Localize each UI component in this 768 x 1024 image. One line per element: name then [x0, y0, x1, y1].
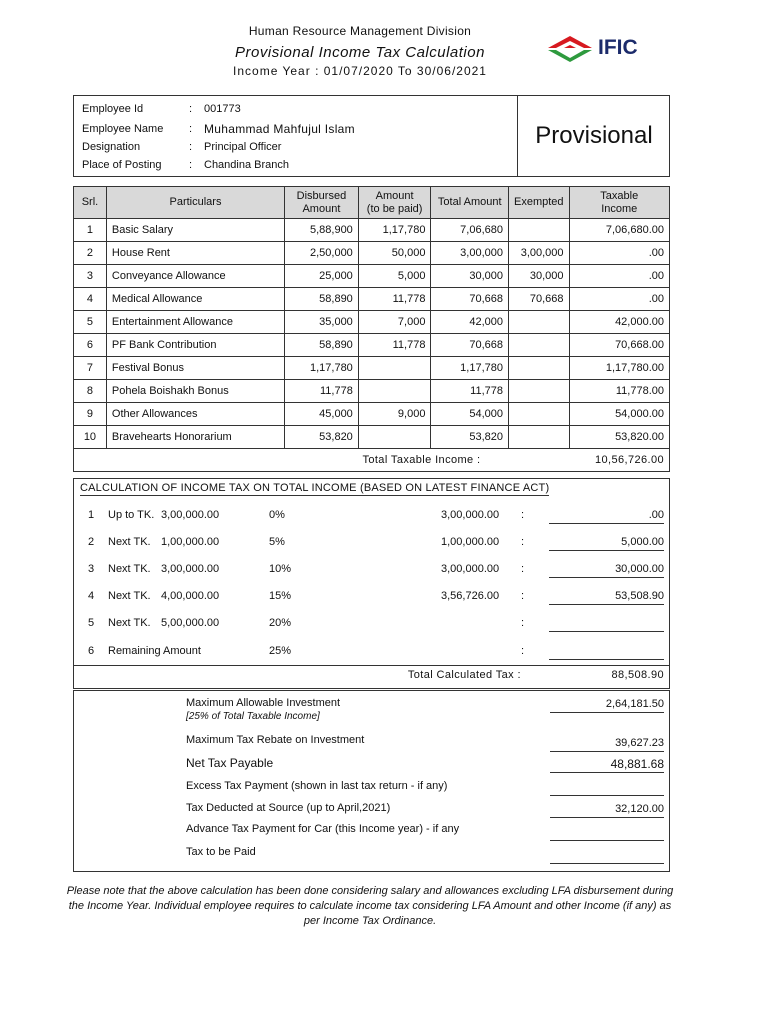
cell-srl: 8 [74, 380, 107, 403]
cell-tobepaid: 9,000 [358, 403, 431, 426]
cell-exempted: 30,000 [509, 265, 570, 288]
slab-rate: 5% [269, 536, 285, 548]
employee-id-value: 001773 [204, 103, 241, 115]
slab-taxable: 3,00,000.00 [441, 509, 500, 521]
tax-rebate-value: 39,627.23 [550, 735, 664, 752]
cell-total: 11,778 [431, 380, 509, 403]
col-exempted: Exempted [509, 187, 570, 219]
posting-row [82, 156, 512, 174]
cell-taxable: .00 [569, 242, 669, 265]
total-taxable-label: Total Taxable Income : [74, 449, 509, 472]
cell-total: 54,000 [431, 403, 509, 426]
slab-n: 5 [88, 617, 95, 629]
cell-disbursed: 11,778 [285, 380, 359, 403]
slab-colon: : [521, 563, 525, 575]
cell-taxable: .00 [569, 265, 669, 288]
cell-taxable: .00 [569, 288, 669, 311]
separator: : [189, 141, 193, 153]
excess-tax-value [550, 779, 664, 796]
separator: : [189, 123, 193, 135]
cell-srl: 2 [74, 242, 107, 265]
tax-slab-row [74, 615, 669, 631]
ific-logo-mark-icon [548, 36, 592, 62]
cell-total: 70,668 [431, 288, 509, 311]
slab-tax: 30,000.00 [549, 561, 664, 578]
slab-limit: 3,00,000.00 [161, 509, 220, 521]
net-tax-label: Net Tax Payable [186, 756, 274, 770]
max-investment-value: 2,64,181.50 [550, 696, 664, 713]
cell-tobepaid [358, 357, 431, 380]
col-srl: Srl. [74, 187, 107, 219]
col-particulars: Particulars [106, 187, 284, 219]
cell-disbursed: 2,50,000 [285, 242, 359, 265]
cell-disbursed: 5,88,900 [285, 219, 359, 242]
slab-label: Up to TK. [108, 509, 155, 521]
cell-srl: 5 [74, 311, 107, 334]
cell-particular: Other Allowances [106, 403, 284, 426]
table-row [74, 426, 670, 449]
tax-slab-row [74, 643, 669, 659]
slab-n: 1 [88, 509, 95, 521]
status-provisional: Provisional [535, 122, 653, 149]
cell-disbursed: 53,820 [285, 426, 359, 449]
cell-particular: Basic Salary [106, 219, 284, 242]
cell-particular: Conveyance Allowance [106, 265, 284, 288]
slab-label: Next TK. [108, 590, 151, 602]
cell-disbursed: 45,000 [285, 403, 359, 426]
slab-limit: 1,00,000.00 [161, 536, 220, 548]
cell-exempted [509, 403, 570, 426]
separator: : [189, 159, 193, 171]
cell-total: 53,820 [431, 426, 509, 449]
slab-n: 2 [88, 536, 95, 548]
cell-exempted [509, 426, 570, 449]
tds-label: Tax Deducted at Source (up to April,2021) [186, 802, 391, 814]
cell-tobepaid [358, 380, 431, 403]
slab-tax: 53,508.90 [549, 588, 664, 605]
cell-exempted [509, 380, 570, 403]
slab-label: Next TK. [108, 536, 151, 548]
slab-n: 3 [88, 563, 95, 575]
slab-label: Next TK. [108, 617, 151, 629]
cell-particular: PF Bank Contribution [106, 334, 284, 357]
table-row [74, 334, 670, 357]
slab-colon: : [521, 645, 525, 657]
slab-colon: : [521, 590, 525, 602]
cell-exempted [509, 357, 570, 380]
slab-tax [549, 643, 664, 660]
cell-disbursed: 25,000 [285, 265, 359, 288]
cell-tobepaid: 7,000 [358, 311, 431, 334]
calculation-title: CALCULATION OF INCOME TAX ON TOTAL INCOME (BASED ON LATEST FINANCE ACT) [80, 482, 550, 494]
table-row [74, 403, 670, 426]
total-tax-label: Total Calculated Tax : [407, 669, 521, 681]
cell-disbursed: 1,17,780 [285, 357, 359, 380]
slab-colon: : [521, 617, 525, 629]
cell-total: 7,06,680 [431, 219, 509, 242]
cell-exempted [509, 219, 570, 242]
cell-srl: 9 [74, 403, 107, 426]
division-name: Human Resource Management Division [248, 24, 472, 38]
col-to-be-paid: Amount (to be paid) [358, 187, 431, 219]
employee-id-label: Employee Id [82, 103, 144, 115]
tax-calculation-box [73, 478, 670, 689]
table-row [74, 357, 670, 380]
slab-taxable: 3,00,000.00 [441, 563, 500, 575]
cell-particular: House Rent [106, 242, 284, 265]
cell-particular: Pohela Boishakh Bonus [106, 380, 284, 403]
posting-label: Place of Posting [82, 159, 162, 171]
slab-colon: : [521, 536, 525, 548]
ific-logo [544, 26, 664, 66]
cell-taxable: 7,06,680.00 [569, 219, 669, 242]
slab-tax [549, 615, 664, 632]
slab-colon: : [521, 509, 525, 521]
cell-tobepaid: 1,17,780 [358, 219, 431, 242]
slab-n: 4 [88, 590, 95, 602]
table-row [74, 311, 670, 334]
income-table [73, 186, 670, 472]
slab-tax: 5,000.00 [549, 534, 664, 551]
col-taxable: Taxable Income [569, 187, 669, 219]
slab-rate: 10% [269, 563, 292, 575]
cell-srl: 4 [74, 288, 107, 311]
slab-rate: 0% [269, 509, 285, 521]
tax-slab-row [74, 588, 669, 604]
cell-total: 3,00,000 [431, 242, 509, 265]
slab-rate: 25% [269, 645, 292, 657]
cell-particular: Festival Bonus [106, 357, 284, 380]
total-taxable-value: 10,56,726.00 [509, 449, 670, 472]
cell-particular: Bravehearts Honorarium [106, 426, 284, 449]
slab-label: Next TK. [108, 563, 151, 575]
tax-to-be-paid-label: Tax to be Paid [186, 846, 256, 858]
separator: : [189, 103, 193, 115]
col-disbursed: Disbursed Amount [285, 187, 359, 219]
cell-srl: 6 [74, 334, 107, 357]
cell-tobepaid: 5,000 [358, 265, 431, 288]
cell-total: 1,17,780 [431, 357, 509, 380]
cell-taxable: 70,668.00 [569, 334, 669, 357]
slab-tax: .00 [549, 507, 664, 524]
cell-exempted: 70,668 [509, 288, 570, 311]
col-total-amount: Total Amount [431, 187, 509, 219]
max-investment-label: Maximum Allowable Investment [186, 697, 341, 709]
employee-info-box [73, 95, 670, 177]
cell-exempted: 3,00,000 [509, 242, 570, 265]
slab-taxable: 1,00,000.00 [441, 536, 500, 548]
cell-srl: 3 [74, 265, 107, 288]
advance-tax-value [550, 824, 664, 841]
advance-tax-label: Advance Tax Payment for Car (this Income year) - if any [186, 823, 460, 835]
cell-tobepaid [358, 426, 431, 449]
cell-particular: Medical Allowance [106, 288, 284, 311]
table-header-row [74, 187, 670, 219]
cell-total: 42,000 [431, 311, 509, 334]
income-year: Income Year : 01/07/2020 To 30/06/2021 [233, 64, 487, 78]
designation-label: Designation [82, 141, 141, 153]
slab-n: 6 [88, 645, 95, 657]
cell-disbursed: 58,890 [285, 288, 359, 311]
divider [74, 665, 669, 666]
cell-exempted [509, 334, 570, 357]
employee-name-value: Muhammad Mahfujul Islam [204, 122, 355, 136]
tax-slab-row [74, 507, 669, 523]
cell-disbursed: 35,000 [285, 311, 359, 334]
cell-disbursed: 58,890 [285, 334, 359, 357]
cell-particular: Entertainment Allowance [106, 311, 284, 334]
cell-taxable: 11,778.00 [569, 380, 669, 403]
tax-to-be-paid-value [550, 847, 664, 864]
excess-tax-label: Excess Tax Payment (shown in last tax return - if any) [186, 780, 448, 792]
cell-srl: 1 [74, 219, 107, 242]
total-taxable-row [74, 449, 670, 472]
tax-rebate-label: Maximum Tax Rebate on Investment [186, 734, 365, 746]
cell-taxable: 54,000.00 [569, 403, 669, 426]
slab-rate: 15% [269, 590, 292, 602]
cell-exempted [509, 311, 570, 334]
slab-label: Remaining Amount [108, 645, 201, 657]
cell-total: 30,000 [431, 265, 509, 288]
cell-tobepaid: 50,000 [358, 242, 431, 265]
cell-srl: 7 [74, 357, 107, 380]
document-title: Provisional Income Tax Calculation [235, 44, 485, 61]
cell-tobepaid: 11,778 [358, 288, 431, 311]
logo-text: IFIC [598, 36, 638, 59]
table-row [74, 219, 670, 242]
employee-name-row [82, 120, 512, 138]
slab-rate: 20% [269, 617, 292, 629]
cell-taxable: 1,17,780.00 [569, 357, 669, 380]
designation-row [82, 138, 512, 156]
tds-value: 32,120.00 [550, 801, 664, 818]
table-row [74, 265, 670, 288]
cell-taxable: 42,000.00 [569, 311, 669, 334]
posting-value: Chandina Branch [204, 159, 290, 171]
slab-limit: 4,00,000.00 [161, 590, 220, 602]
table-row [74, 380, 670, 403]
max-investment-note: [25% of Total Taxable Income] [186, 711, 320, 722]
slab-taxable: 3,56,726.00 [441, 590, 500, 602]
cell-tobepaid: 11,778 [358, 334, 431, 357]
slab-limit: 5,00,000.00 [161, 617, 220, 629]
tax-slab-row [74, 534, 669, 550]
total-tax-value: 88,508.90 [611, 669, 664, 681]
table-row [74, 288, 670, 311]
net-tax-value: 48,881.68 [550, 756, 664, 773]
table-row [74, 242, 670, 265]
employee-id-row [82, 100, 512, 118]
cell-total: 70,668 [431, 334, 509, 357]
cell-taxable: 53,820.00 [569, 426, 669, 449]
designation-value: Principal Officer [204, 141, 282, 153]
slab-limit: 3,00,000.00 [161, 563, 220, 575]
footnote: Please note that the above calculation has been done considering salary and allowances excluding LFA disbursement during the Income Year. Individual employee requires to calculate income tax considering LFA Amount and other Income (if any) as per Income Tax Ordinance. [66, 885, 674, 927]
employee-name-label: Employee Name [82, 123, 164, 135]
cell-srl: 10 [74, 426, 107, 449]
summary-box [73, 690, 670, 872]
tax-slab-row [74, 561, 669, 577]
